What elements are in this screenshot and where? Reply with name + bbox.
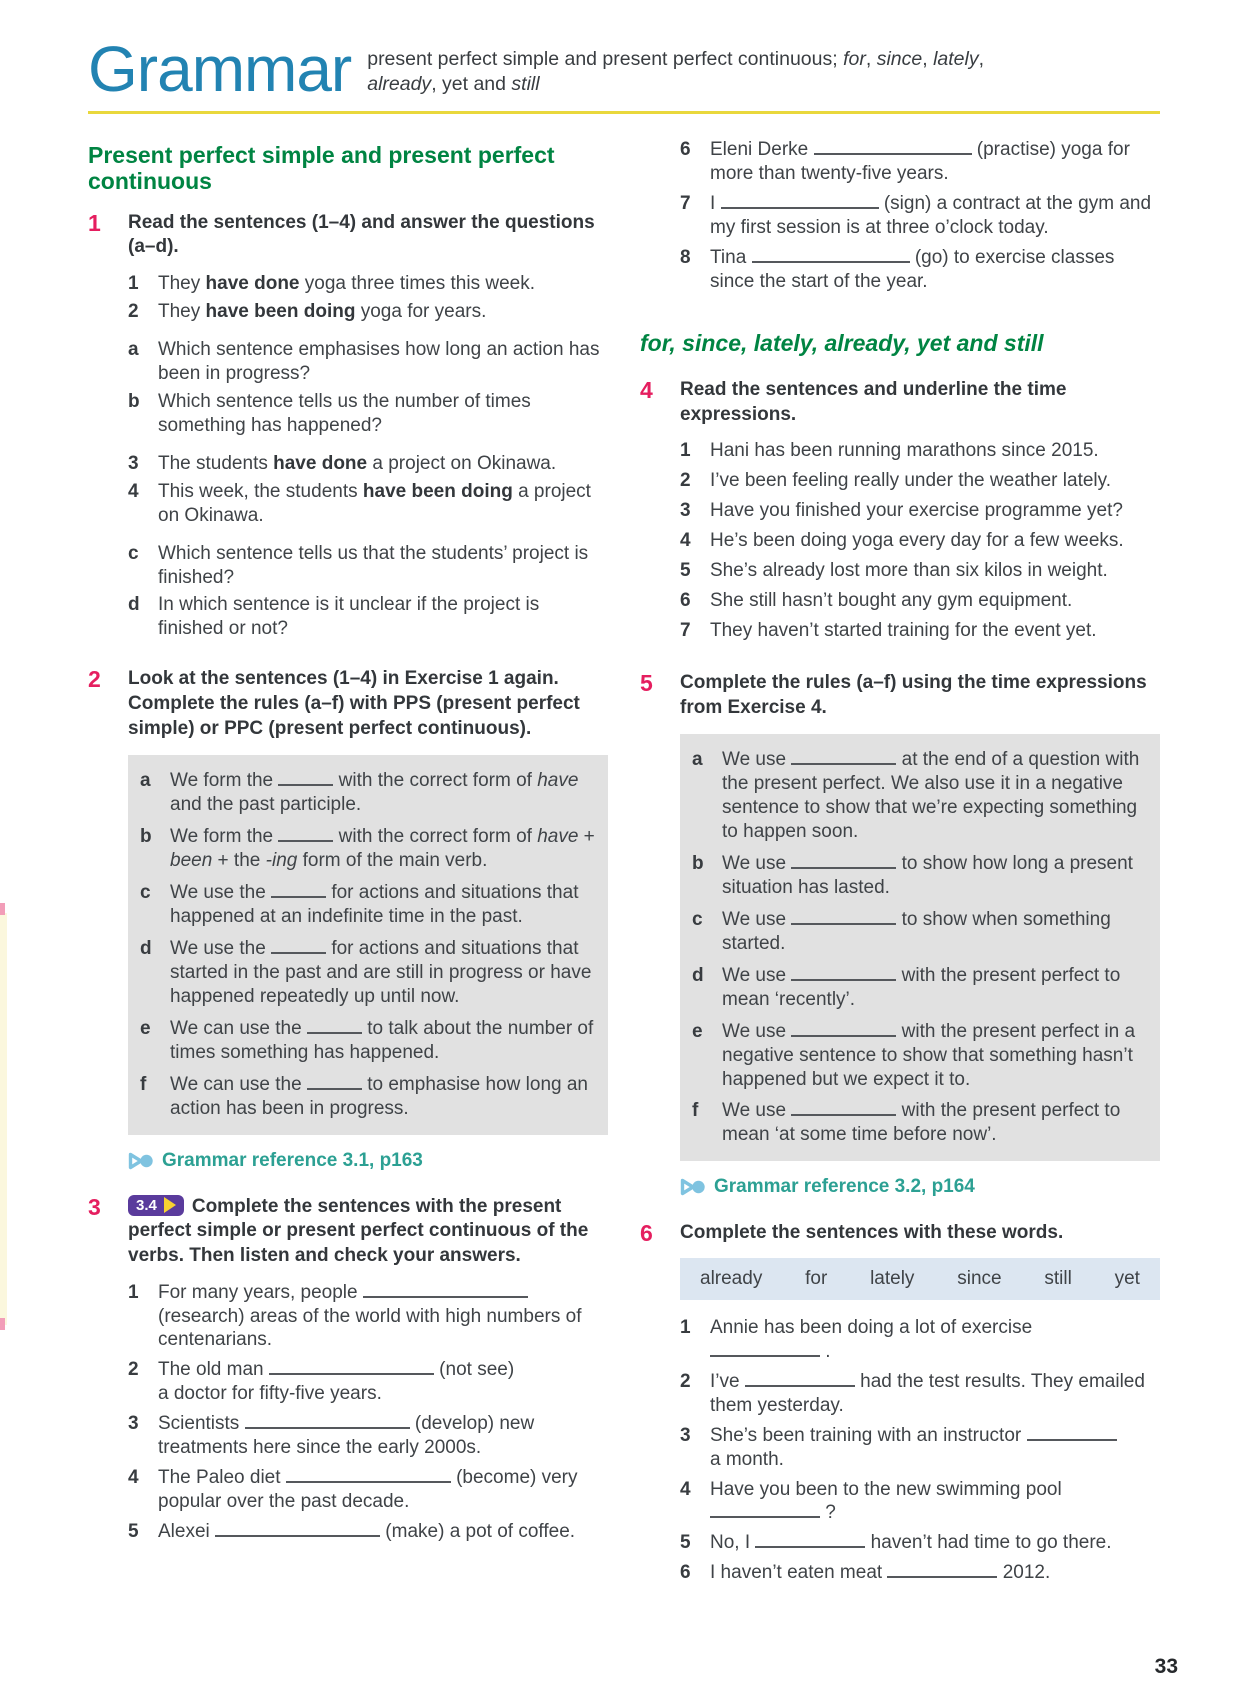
rule-letter: b [692, 853, 704, 874]
exercise-6-instruction: Complete the sentences with these words. [680, 1222, 1064, 1244]
answer-blank [755, 1534, 865, 1548]
rule-item [692, 1020, 1148, 1092]
answer-blank [271, 884, 326, 898]
rule-text: We use the for actions and situations that happened at an indefinite time in the past. [170, 882, 579, 928]
list-item [128, 1281, 608, 1353]
rule-item [692, 852, 1148, 900]
item-text: Hani has been running marathons since 2015. [710, 440, 1099, 462]
exercise-2-rules-box [128, 755, 608, 1134]
item-number: 3 [680, 1424, 691, 1446]
item-number: 6 [680, 590, 691, 611]
list-item [680, 1370, 1160, 1418]
exercise-6-number: 6 [640, 1220, 653, 1247]
exercise-5-body [680, 671, 1160, 1199]
item-letter: d [128, 594, 140, 616]
answer-blank [710, 1343, 820, 1357]
exercise-4-number: 4 [640, 376, 653, 403]
list-item [680, 138, 1160, 186]
rule-text: We use the for actions and situations that started in the past and are still in progress or have happened repeatedly up until now. [170, 938, 592, 1007]
item-text: Scientists (develop) new treatments here since the early 2000s. [158, 1413, 535, 1459]
list-item [128, 452, 608, 476]
item-text: This week, the students have been doing a project on Okinawa. [158, 480, 591, 526]
rule-text: We use with the present perfect to mean ‘at some time before now’. [722, 1100, 1121, 1146]
answer-blank [814, 141, 972, 155]
item-letter: c [128, 542, 139, 564]
item-number: 6 [680, 1562, 691, 1584]
answer-blank [791, 855, 896, 869]
exercise-2-body [128, 667, 608, 1172]
exercise-2 [88, 667, 608, 1172]
exercise-3-body [128, 1195, 608, 1550]
list-item [680, 529, 1160, 553]
print-registration-mark [0, 903, 5, 915]
list-item [128, 390, 608, 438]
item-number: 3 [128, 452, 139, 474]
item-text: Alexei (make) a pot of coffee. [158, 1521, 576, 1542]
rule-text: We form the with the correct form of have and the past participle. [170, 770, 579, 816]
exercise-3-items-6-8 [680, 138, 1160, 294]
list-item [128, 1466, 608, 1514]
exercise-3-items [128, 1281, 608, 1544]
list-item [128, 272, 608, 296]
item-text: No, I haven’t had time to go there. [710, 1532, 1112, 1554]
answer-blank [791, 751, 896, 765]
rule-item [692, 1099, 1148, 1147]
item-text: She’s already lost more than six kilos in weight. [710, 560, 1108, 582]
item-number: 6 [680, 138, 691, 160]
rule-letter: f [692, 1100, 699, 1122]
exercise-3-continued-body [680, 138, 1160, 300]
audio-track-badge [128, 1195, 184, 1216]
item-text: The students have done a project on Okinawa. [158, 452, 557, 474]
exercise-5-number: 5 [640, 669, 653, 696]
rule-text: We use with the present perfect to mean ‘recently’. [722, 964, 1121, 1010]
rule-letter: f [140, 1073, 147, 1095]
item-text: Tina (go) to exercise classes since the start of the year. [710, 246, 1115, 292]
two-column-layout [88, 134, 1160, 1591]
item-number: 1 [128, 273, 139, 295]
answer-blank [887, 1564, 997, 1578]
grammar-reference-icon [680, 1178, 705, 1196]
item-number: 8 [680, 246, 691, 268]
list-item [680, 439, 1160, 463]
rule-text: We use to show how long a present situation has lasted. [722, 853, 1133, 898]
item-letter: b [128, 390, 140, 412]
item-text: They haven’t started training for the event yet. [710, 619, 1097, 641]
rule-text: We form the with the correct form of have + been + the -ing form of the main verb. [170, 826, 595, 872]
list-item [128, 338, 608, 386]
exercise-1-questions-a-b [128, 338, 608, 438]
exercise-2-number: 2 [88, 666, 101, 693]
exercise-5 [640, 671, 1160, 1199]
item-text: They have done yoga three times this week. [158, 273, 536, 295]
item-text: The Paleo diet (become) very popular over the past decade. [158, 1467, 578, 1513]
exercise-2-instruction: Look at the sentences (1–4) in Exercise 1 again. Complete the rules (a–f) with PPS (present perfect simple) or PPC (present perfect continuous). [128, 668, 580, 739]
answer-blank [791, 911, 896, 925]
item-number: 4 [680, 530, 691, 552]
item-text: Annie has been doing a lot of exercise . [710, 1316, 1033, 1362]
list-item [128, 1358, 608, 1406]
item-number: 7 [680, 619, 691, 641]
answer-blank [278, 828, 333, 842]
item-text: I haven’t eaten meat 2012. [710, 1562, 1051, 1584]
answer-blank [745, 1373, 855, 1387]
right-column [640, 134, 1160, 1591]
item-text: She’s been training with an instructor a month. [710, 1424, 1160, 1472]
rule-item [692, 964, 1148, 1012]
answer-blank [278, 772, 333, 786]
rule-item [692, 748, 1148, 844]
word-option: lately [870, 1267, 915, 1289]
rule-text: We use at the end of a question with the present perfect. We also use it in a negative sentence to show that we’re expecting something to happen soon. [722, 749, 1140, 843]
rule-letter: a [140, 770, 151, 792]
exercise-3-instruction-text: Complete the sentences with the present perfect simple or present perfect continuous of the verbs. Then listen and check your answers. [128, 1195, 589, 1266]
item-number: 4 [128, 480, 139, 502]
exercise-6-word-box [680, 1258, 1160, 1300]
exercise-1-questions-c-d [128, 542, 608, 642]
list-item [128, 593, 608, 641]
exercise-3 [88, 1195, 608, 1550]
audio-track-number: 3.4 [136, 1196, 157, 1214]
answer-blank [752, 249, 910, 263]
item-text: I (sign) a contract at the gym and my first session is at three o’clock today. [710, 192, 1152, 238]
item-text: Which sentence tells us that the students’ project is finished? [158, 542, 589, 588]
exercise-6-body [680, 1221, 1160, 1591]
rule-text: We can use the to talk about the number of times something has happened. [170, 1017, 594, 1063]
item-text: I’ve been feeling really under the weather lately. [710, 470, 1112, 492]
item-number: 2 [680, 470, 691, 492]
exercise-1 [88, 211, 608, 646]
list-item [680, 1316, 1160, 1364]
rule-item [140, 937, 596, 1009]
page-subtitle: present perfect simple and present perfect continuous; for, since, lately, already, yet and still [367, 47, 985, 95]
rule-text: We can use the to emphasise how long an action has been in progress. [170, 1073, 588, 1119]
exercise-1-body [128, 211, 608, 646]
exercise-4 [640, 378, 1160, 649]
rule-letter: d [692, 964, 704, 986]
exercise-4-items [680, 439, 1160, 643]
exercise-1-number: 1 [88, 209, 101, 236]
item-number: 2 [680, 1370, 691, 1392]
answer-blank [286, 1469, 451, 1483]
left-column [88, 134, 608, 1591]
answer-blank [791, 1023, 896, 1037]
section-heading-time-expressions: for, since, lately, already, yet and still [640, 329, 1044, 356]
section-heading-present-perfect: Present perfect simple and present perfect continuous [88, 141, 555, 195]
answer-blank [791, 967, 896, 981]
answer-blank [307, 1020, 362, 1034]
word-option: still [1044, 1267, 1072, 1289]
list-item [680, 589, 1160, 613]
item-text: Have you been to the new swimming pool ? [710, 1478, 1062, 1524]
exercise-6-items [680, 1316, 1160, 1585]
rule-item [140, 881, 596, 929]
rule-item [140, 1073, 596, 1121]
answer-blank [721, 195, 879, 209]
item-text: Which sentence emphasises how long an action has been in progress? [158, 339, 600, 384]
item-text: In which sentence is it unclear if the project is finished or not? [158, 594, 540, 640]
answer-blank [271, 940, 326, 954]
list-item [680, 1478, 1160, 1526]
list-item [128, 480, 608, 528]
item-number: 2 [128, 301, 139, 323]
grammar-reference-icon [128, 1152, 153, 1170]
exercise-3-continued-spacer [640, 138, 668, 300]
item-number: 4 [680, 1478, 691, 1500]
rule-letter: c [692, 908, 703, 930]
rule-letter: a [692, 749, 703, 771]
rule-text: We use with the present perfect in a negative sentence to show that something hasn’t happened but we expect it to. [722, 1020, 1136, 1090]
word-option: since [957, 1267, 1002, 1289]
answer-blank [245, 1415, 410, 1429]
answer-blank [215, 1523, 380, 1537]
exercise-5-instruction: Complete the rules (a–f) using the time expressions from Exercise 4. [680, 671, 1147, 718]
item-number: 2 [128, 1359, 139, 1381]
rule-item [140, 769, 596, 817]
page-header [88, 33, 1160, 114]
item-number: 1 [128, 1281, 139, 1303]
exercise-3-number: 3 [88, 1193, 101, 1220]
item-text: Which sentence tells us the number of times something has happened? [158, 390, 531, 436]
word-option: yet [1114, 1267, 1140, 1289]
list-item [128, 542, 608, 590]
rule-letter: d [140, 938, 152, 959]
item-number: 5 [680, 560, 691, 582]
list-item [128, 1412, 608, 1460]
list-item [680, 559, 1160, 583]
exercise-3-continued [640, 138, 1160, 300]
exercise-1-instruction: Read the sentences (1–4) and answer the questions (a–d). [128, 211, 595, 258]
rule-letter: c [140, 882, 151, 904]
item-text: Have you finished your exercise programme yet? [710, 500, 1123, 522]
page-number: 33 [1154, 1654, 1178, 1678]
item-number: 1 [680, 1316, 691, 1338]
answer-blank [1027, 1427, 1117, 1441]
item-letter: a [128, 339, 139, 360]
grammar-reference-link [128, 1149, 608, 1173]
list-item [680, 619, 1160, 643]
list-item [128, 1520, 608, 1544]
rule-text: We use to show when something started. [722, 908, 1111, 954]
item-number: 4 [128, 1467, 139, 1489]
print-registration-mark [0, 1318, 5, 1330]
item-text: She still hasn’t bought any gym equipment. [710, 590, 1073, 611]
rule-letter: e [692, 1020, 703, 1042]
rule-item [692, 908, 1148, 956]
exercise-3-instruction [128, 1195, 608, 1269]
rule-letter: b [140, 826, 152, 848]
word-option: already [700, 1267, 763, 1289]
grammar-reference-text: Grammar reference 3.2, p164 [714, 1176, 975, 1198]
answer-blank [791, 1102, 896, 1116]
list-item [680, 1561, 1160, 1585]
answer-blank [710, 1504, 820, 1518]
item-number: 3 [128, 1413, 139, 1435]
list-item [680, 246, 1160, 294]
item-text: The old man (not see) a doctor for fifty-five years. [158, 1359, 515, 1405]
list-item [680, 1531, 1160, 1555]
rule-item [140, 825, 596, 873]
list-item [680, 469, 1160, 493]
item-number: 5 [680, 1532, 691, 1554]
item-number: 3 [680, 500, 691, 522]
exercise-5-rules-box [680, 734, 1160, 1161]
grammar-reference-link [680, 1175, 1160, 1199]
item-number: 5 [128, 1521, 139, 1542]
exercise-6 [640, 1221, 1160, 1591]
answer-blank [269, 1361, 434, 1375]
item-number: 7 [680, 192, 691, 214]
exercise-1-sentences-3-4 [128, 452, 608, 528]
exercise-4-instruction: Read the sentences and underline the time expressions. [680, 378, 1067, 425]
list-item [680, 499, 1160, 523]
rule-item [140, 1017, 596, 1065]
page-title: Grammar [88, 33, 352, 105]
item-text: Eleni Derke (practise) yoga for more than twenty-five years. [710, 138, 1130, 184]
item-text: I’ve had the test results. They emailed them yesterday. [710, 1370, 1145, 1416]
print-edge-strip [0, 913, 7, 1325]
exercise-1-sentences-1-2 [128, 272, 608, 324]
play-icon [164, 1197, 176, 1213]
list-item [128, 300, 608, 324]
item-text: They have been doing yoga for years. [158, 301, 487, 323]
item-number: 1 [680, 440, 691, 462]
word-option: for [805, 1267, 828, 1289]
rule-letter: e [140, 1017, 151, 1039]
answer-blank [363, 1284, 528, 1298]
list-item [680, 192, 1160, 240]
item-text: He’s been doing yoga every day for a few weeks. [710, 530, 1124, 552]
grammar-reference-text: Grammar reference 3.1, p163 [162, 1149, 423, 1171]
item-text: For many years, people (research) areas of the world with high numbers of centenarians. [158, 1281, 582, 1351]
answer-blank [307, 1076, 362, 1090]
exercise-4-body [680, 378, 1160, 649]
list-item [680, 1424, 1160, 1472]
